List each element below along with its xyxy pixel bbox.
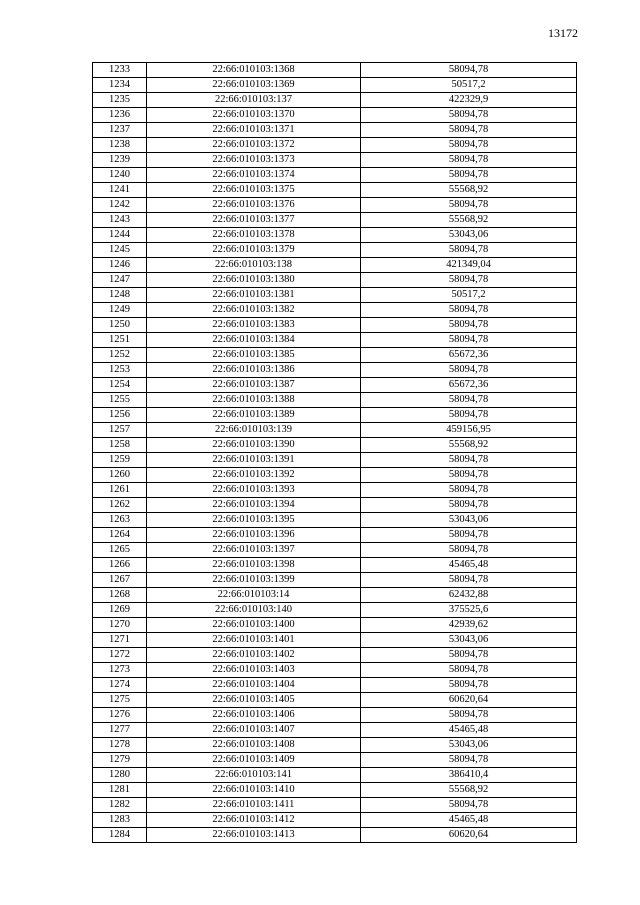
cadastral-value-cell: 45465,48 [361, 723, 577, 738]
row-number-cell: 1274 [93, 678, 147, 693]
cadastral-value-cell: 58094,78 [361, 498, 577, 513]
cadastral-number-cell: 22:66:010103:1403 [147, 663, 361, 678]
cadastral-number-cell: 22:66:010103:1379 [147, 243, 361, 258]
table-row [93, 708, 577, 723]
cadastral-value-cell: 386410,4 [361, 768, 577, 783]
row-number-cell: 1241 [93, 183, 147, 198]
row-number-cell: 1259 [93, 453, 147, 468]
cadastral-number-cell: 22:66:010103:1405 [147, 693, 361, 708]
cadastral-number-cell: 22:66:010103:138 [147, 258, 361, 273]
table-row [93, 63, 577, 78]
cadastral-number-cell: 22:66:010103:1393 [147, 483, 361, 498]
cadastral-value-cell: 58094,78 [361, 468, 577, 483]
row-number-cell: 1251 [93, 333, 147, 348]
cadastral-value-cell: 55568,92 [361, 213, 577, 228]
cadastral-value-cell: 58094,78 [361, 123, 577, 138]
row-number-cell: 1279 [93, 753, 147, 768]
cadastral-number-cell: 22:66:010103:1391 [147, 453, 361, 468]
row-number-cell: 1269 [93, 603, 147, 618]
cadastral-value-cell: 60620,64 [361, 828, 577, 843]
table-row [93, 318, 577, 333]
table-row [93, 108, 577, 123]
table-body [93, 63, 577, 843]
table-row [93, 333, 577, 348]
cadastral-number-cell: 22:66:010103:1412 [147, 813, 361, 828]
cadastral-value-cell: 58094,78 [361, 798, 577, 813]
table-row [93, 558, 577, 573]
row-number-cell: 1275 [93, 693, 147, 708]
cadastral-number-cell: 22:66:010103:1407 [147, 723, 361, 738]
row-number-cell: 1239 [93, 153, 147, 168]
row-number-cell: 1258 [93, 438, 147, 453]
cadastral-number-cell: 22:66:010103:1378 [147, 228, 361, 243]
row-number-cell: 1247 [93, 273, 147, 288]
row-number-cell: 1252 [93, 348, 147, 363]
cadastral-value-cell: 58094,78 [361, 273, 577, 288]
table-row [93, 483, 577, 498]
table-row [93, 663, 577, 678]
table-row [93, 408, 577, 423]
cadastral-number-cell: 22:66:010103:140 [147, 603, 361, 618]
table-row [93, 453, 577, 468]
table-row [93, 633, 577, 648]
row-number-cell: 1240 [93, 168, 147, 183]
table-row [93, 618, 577, 633]
row-number-cell: 1262 [93, 498, 147, 513]
cadastral-number-cell: 22:66:010103:1411 [147, 798, 361, 813]
row-number-cell: 1261 [93, 483, 147, 498]
row-number-cell: 1236 [93, 108, 147, 123]
cadastral-value-cell: 65672,36 [361, 348, 577, 363]
cadastral-number-cell: 22:66:010103:1388 [147, 393, 361, 408]
cadastral-number-cell: 22:66:010103:1368 [147, 63, 361, 78]
cadastral-value-cell: 58094,78 [361, 303, 577, 318]
cadastral-value-cell: 58094,78 [361, 678, 577, 693]
row-number-cell: 1246 [93, 258, 147, 273]
table-row [93, 258, 577, 273]
cadastral-value-cell: 53043,06 [361, 228, 577, 243]
table-row [93, 798, 577, 813]
cadastral-number-cell: 22:66:010103:1408 [147, 738, 361, 753]
cadastral-number-cell: 22:66:010103:1387 [147, 378, 361, 393]
table-row [93, 723, 577, 738]
row-number-cell: 1233 [93, 63, 147, 78]
row-number-cell: 1249 [93, 303, 147, 318]
cadastral-value-cell: 55568,92 [361, 783, 577, 798]
row-number-cell: 1242 [93, 198, 147, 213]
row-number-cell: 1248 [93, 288, 147, 303]
cadastral-number-cell: 22:66:010103:1372 [147, 138, 361, 153]
cadastral-value-cell: 58094,78 [361, 393, 577, 408]
table-row [93, 513, 577, 528]
cadastral-value-cell: 42939,62 [361, 618, 577, 633]
row-number-cell: 1237 [93, 123, 147, 138]
cadastral-number-cell: 22:66:010103:14 [147, 588, 361, 603]
row-number-cell: 1270 [93, 618, 147, 633]
row-number-cell: 1273 [93, 663, 147, 678]
table-row [93, 93, 577, 108]
cadastral-number-cell: 22:66:010103:1383 [147, 318, 361, 333]
table-row [93, 198, 577, 213]
cadastral-value-cell: 58094,78 [361, 63, 577, 78]
cadastral-number-cell: 22:66:010103:1380 [147, 273, 361, 288]
table-row [93, 738, 577, 753]
cadastral-value-cell: 58094,78 [361, 573, 577, 588]
cadastral-number-cell: 22:66:010103:1404 [147, 678, 361, 693]
cadastral-value-cell: 45465,48 [361, 813, 577, 828]
cadastral-value-cell: 58094,78 [361, 408, 577, 423]
cadastral-number-cell: 22:66:010103:1390 [147, 438, 361, 453]
table-row [93, 423, 577, 438]
table-row [93, 828, 577, 843]
table-row [93, 678, 577, 693]
cadastral-value-table [92, 62, 577, 843]
row-number-cell: 1245 [93, 243, 147, 258]
cadastral-value-cell: 58094,78 [361, 708, 577, 723]
cadastral-number-cell: 22:66:010103:1385 [147, 348, 361, 363]
table-row [93, 753, 577, 768]
table-row [93, 813, 577, 828]
cadastral-value-cell: 58094,78 [361, 543, 577, 558]
row-number-cell: 1272 [93, 648, 147, 663]
cadastral-number-cell: 22:66:010103:1376 [147, 198, 361, 213]
cadastral-value-cell: 422329,9 [361, 93, 577, 108]
table-row [93, 693, 577, 708]
cadastral-value-cell: 58094,78 [361, 753, 577, 768]
table-row [93, 303, 577, 318]
cadastral-value-cell: 53043,06 [361, 513, 577, 528]
cadastral-number-cell: 22:66:010103:1398 [147, 558, 361, 573]
cadastral-value-cell: 53043,06 [361, 633, 577, 648]
row-number-cell: 1266 [93, 558, 147, 573]
cadastral-number-cell: 22:66:010103:1396 [147, 528, 361, 543]
cadastral-value-cell: 50517,2 [361, 288, 577, 303]
table-row [93, 183, 577, 198]
table-row [93, 498, 577, 513]
cadastral-value-cell: 60620,64 [361, 693, 577, 708]
table-row [93, 288, 577, 303]
cadastral-number-cell: 22:66:010103:1409 [147, 753, 361, 768]
table-row [93, 783, 577, 798]
cadastral-number-cell: 22:66:010103:1395 [147, 513, 361, 528]
cadastral-number-cell: 22:66:010103:1392 [147, 468, 361, 483]
row-number-cell: 1283 [93, 813, 147, 828]
table-row [93, 168, 577, 183]
cadastral-value-cell: 58094,78 [361, 648, 577, 663]
cadastral-number-cell: 22:66:010103:139 [147, 423, 361, 438]
table-row [93, 648, 577, 663]
cadastral-number-cell: 22:66:010103:1394 [147, 498, 361, 513]
row-number-cell: 1250 [93, 318, 147, 333]
cadastral-value-cell: 58094,78 [361, 153, 577, 168]
cadastral-value-cell: 58094,78 [361, 453, 577, 468]
cadastral-number-cell: 22:66:010103:1384 [147, 333, 361, 348]
cadastral-number-cell: 22:66:010103:1400 [147, 618, 361, 633]
cadastral-number-cell: 22:66:010103:1406 [147, 708, 361, 723]
row-number-cell: 1264 [93, 528, 147, 543]
cadastral-value-cell: 65672,36 [361, 378, 577, 393]
table-row [93, 228, 577, 243]
row-number-cell: 1284 [93, 828, 147, 843]
row-number-cell: 1260 [93, 468, 147, 483]
row-number-cell: 1263 [93, 513, 147, 528]
row-number-cell: 1257 [93, 423, 147, 438]
table-row [93, 213, 577, 228]
table-row [93, 468, 577, 483]
cadastral-number-cell: 22:66:010103:1382 [147, 303, 361, 318]
table-row [93, 543, 577, 558]
cadastral-value-cell: 55568,92 [361, 183, 577, 198]
cadastral-number-cell: 22:66:010103:1401 [147, 633, 361, 648]
cadastral-value-cell: 45465,48 [361, 558, 577, 573]
table-row [93, 603, 577, 618]
cadastral-value-cell: 58094,78 [361, 483, 577, 498]
table-row [93, 378, 577, 393]
table-row [93, 153, 577, 168]
cadastral-value-cell: 58094,78 [361, 528, 577, 543]
table-row [93, 123, 577, 138]
row-number-cell: 1277 [93, 723, 147, 738]
cadastral-number-cell: 22:66:010103:1381 [147, 288, 361, 303]
cadastral-number-cell: 22:66:010103:141 [147, 768, 361, 783]
table-row [93, 573, 577, 588]
row-number-cell: 1254 [93, 378, 147, 393]
cadastral-number-cell: 22:66:010103:1371 [147, 123, 361, 138]
row-number-cell: 1253 [93, 363, 147, 378]
cadastral-value-cell: 50517,2 [361, 78, 577, 93]
cadastral-value-cell: 58094,78 [361, 333, 577, 348]
cadastral-value-cell: 375525,6 [361, 603, 577, 618]
table-row [93, 138, 577, 153]
row-number-cell: 1280 [93, 768, 147, 783]
row-number-cell: 1282 [93, 798, 147, 813]
cadastral-value-cell: 62432,88 [361, 588, 577, 603]
cadastral-number-cell: 22:66:010103:1377 [147, 213, 361, 228]
cadastral-number-cell: 22:66:010103:1402 [147, 648, 361, 663]
row-number-cell: 1276 [93, 708, 147, 723]
cadastral-number-cell: 22:66:010103:1374 [147, 168, 361, 183]
table-row [93, 438, 577, 453]
table-row [93, 768, 577, 783]
cadastral-number-cell: 22:66:010103:1373 [147, 153, 361, 168]
table-row [93, 243, 577, 258]
table-row [93, 588, 577, 603]
cadastral-number-cell: 22:66:010103:1410 [147, 783, 361, 798]
cadastral-number-cell: 22:66:010103:137 [147, 93, 361, 108]
row-number-cell: 1267 [93, 573, 147, 588]
row-number-cell: 1255 [93, 393, 147, 408]
cadastral-number-cell: 22:66:010103:1389 [147, 408, 361, 423]
cadastral-value-cell: 421349,04 [361, 258, 577, 273]
row-number-cell: 1238 [93, 138, 147, 153]
cadastral-value-cell: 58094,78 [361, 108, 577, 123]
row-number-cell: 1234 [93, 78, 147, 93]
row-number-cell: 1235 [93, 93, 147, 108]
cadastral-number-cell: 22:66:010103:1375 [147, 183, 361, 198]
cadastral-value-cell: 58094,78 [361, 243, 577, 258]
row-number-cell: 1265 [93, 543, 147, 558]
cadastral-number-cell: 22:66:010103:1399 [147, 573, 361, 588]
row-number-cell: 1268 [93, 588, 147, 603]
row-number-cell: 1243 [93, 213, 147, 228]
cadastral-value-cell: 58094,78 [361, 663, 577, 678]
table-row [93, 528, 577, 543]
table-row [93, 363, 577, 378]
table-row [93, 78, 577, 93]
cadastral-value-cell: 58094,78 [361, 318, 577, 333]
row-number-cell: 1256 [93, 408, 147, 423]
page-number: 13172 [548, 26, 578, 40]
cadastral-number-cell: 22:66:010103:1413 [147, 828, 361, 843]
row-number-cell: 1278 [93, 738, 147, 753]
cadastral-value-cell: 58094,78 [361, 198, 577, 213]
cadastral-value-cell: 58094,78 [361, 138, 577, 153]
row-number-cell: 1281 [93, 783, 147, 798]
cadastral-value-cell: 53043,06 [361, 738, 577, 753]
cadastral-number-cell: 22:66:010103:1386 [147, 363, 361, 378]
cadastral-value-cell: 55568,92 [361, 438, 577, 453]
table-row [93, 393, 577, 408]
table-row [93, 348, 577, 363]
cadastral-value-cell: 58094,78 [361, 363, 577, 378]
row-number-cell: 1244 [93, 228, 147, 243]
cadastral-number-cell: 22:66:010103:1370 [147, 108, 361, 123]
row-number-cell: 1271 [93, 633, 147, 648]
cadastral-value-cell: 58094,78 [361, 168, 577, 183]
table-row [93, 273, 577, 288]
cadastral-value-cell: 459156,95 [361, 423, 577, 438]
cadastral-number-cell: 22:66:010103:1397 [147, 543, 361, 558]
cadastral-number-cell: 22:66:010103:1369 [147, 78, 361, 93]
